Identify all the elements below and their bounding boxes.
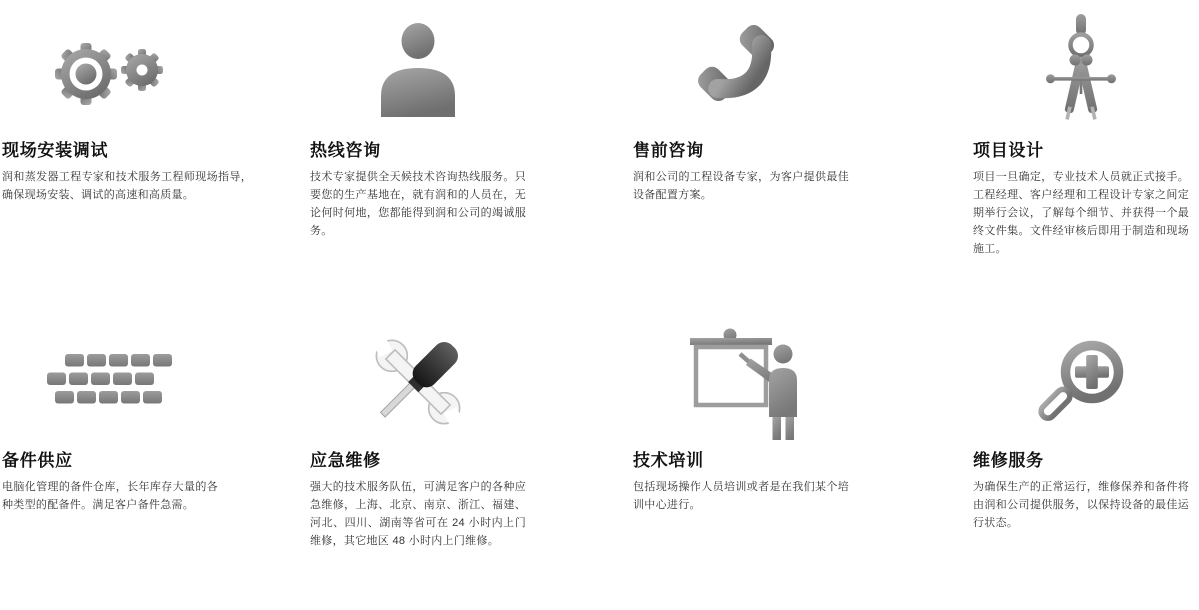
service-title: 应急维修 <box>310 451 381 470</box>
service-description: 润和蒸发器工程专家和技术服务工程师现场指导，确保现场安装、调试的高速和高质量。 <box>2 171 252 201</box>
person-icon <box>368 17 468 119</box>
service-description: 技术专家提供全天候技术咨询热线服务。只要您的生产基地在，就有润和的人员在，无论何时何地，您都能得到润和公司的竭诚服务。 <box>310 171 526 237</box>
gears-icon <box>53 26 168 111</box>
service-card-project-design <box>973 0 1199 318</box>
icon-box <box>973 0 1189 136</box>
service-card-presales <box>633 0 973 318</box>
service-card-emergency-repair <box>310 318 633 550</box>
drafting-compass-icon <box>1046 12 1116 124</box>
service-title: 维修服务 <box>973 451 1044 470</box>
service-title: 现场安装调试 <box>2 141 109 160</box>
service-description: 包括现场操作人员培训或者是在我们某个培训中心进行。 <box>633 481 849 511</box>
service-description: 强大的技术服务队伍，可满足客户的各种应急维修，上海、北京、南京、浙江、福建、河北、四川、湖南等省可在 24 小时内上门维修，其它地区 48 小时内上门维修。 <box>310 481 526 547</box>
service-title: 热线咨询 <box>310 141 381 160</box>
icon-box <box>310 0 526 136</box>
phone-icon <box>689 16 793 120</box>
icon-box <box>310 318 526 446</box>
service-description: 为确保生产的正常运行，维修保养和备件将由润和公司提供服务，以保持设备的最佳运行状态。 <box>973 481 1189 529</box>
service-description: 润和公司的工程设备专家，为客户提供最佳设备配置方案。 <box>633 171 849 201</box>
service-card-maintenance-service <box>973 318 1199 550</box>
service-card-hotline <box>310 0 633 318</box>
service-title: 备件供应 <box>2 451 73 470</box>
wrench-screwdriver-icon <box>362 326 474 438</box>
service-card-spare-parts <box>2 318 310 550</box>
icon-box <box>2 0 218 136</box>
service-card-onsite-installation <box>2 0 310 318</box>
service-title: 技术培训 <box>633 451 704 470</box>
service-description: 项目一旦确定，专业技术人员就正式接手。工程经理、客户经理和工程设计专家之间定期举行会议，了解每个细节、并获得一个最终文件集。文件经审核后即用于制造和现场施工。 <box>973 171 1189 255</box>
service-card-technical-training <box>633 318 973 550</box>
service-description: 电脑化管理的备件仓库，长年库存大量的各种类型的配备件。满足客户备件急需。 <box>2 481 218 511</box>
training-presenter-icon <box>682 323 800 441</box>
icon-box <box>973 318 1189 446</box>
spare-parts-keys-icon <box>45 351 175 413</box>
service-title: 售前咨询 <box>633 141 704 160</box>
icon-box <box>633 318 849 446</box>
magnifier-plus-icon <box>1034 336 1129 428</box>
icon-box <box>2 318 218 446</box>
service-title: 项目设计 <box>973 141 1044 160</box>
icon-box <box>633 0 849 136</box>
